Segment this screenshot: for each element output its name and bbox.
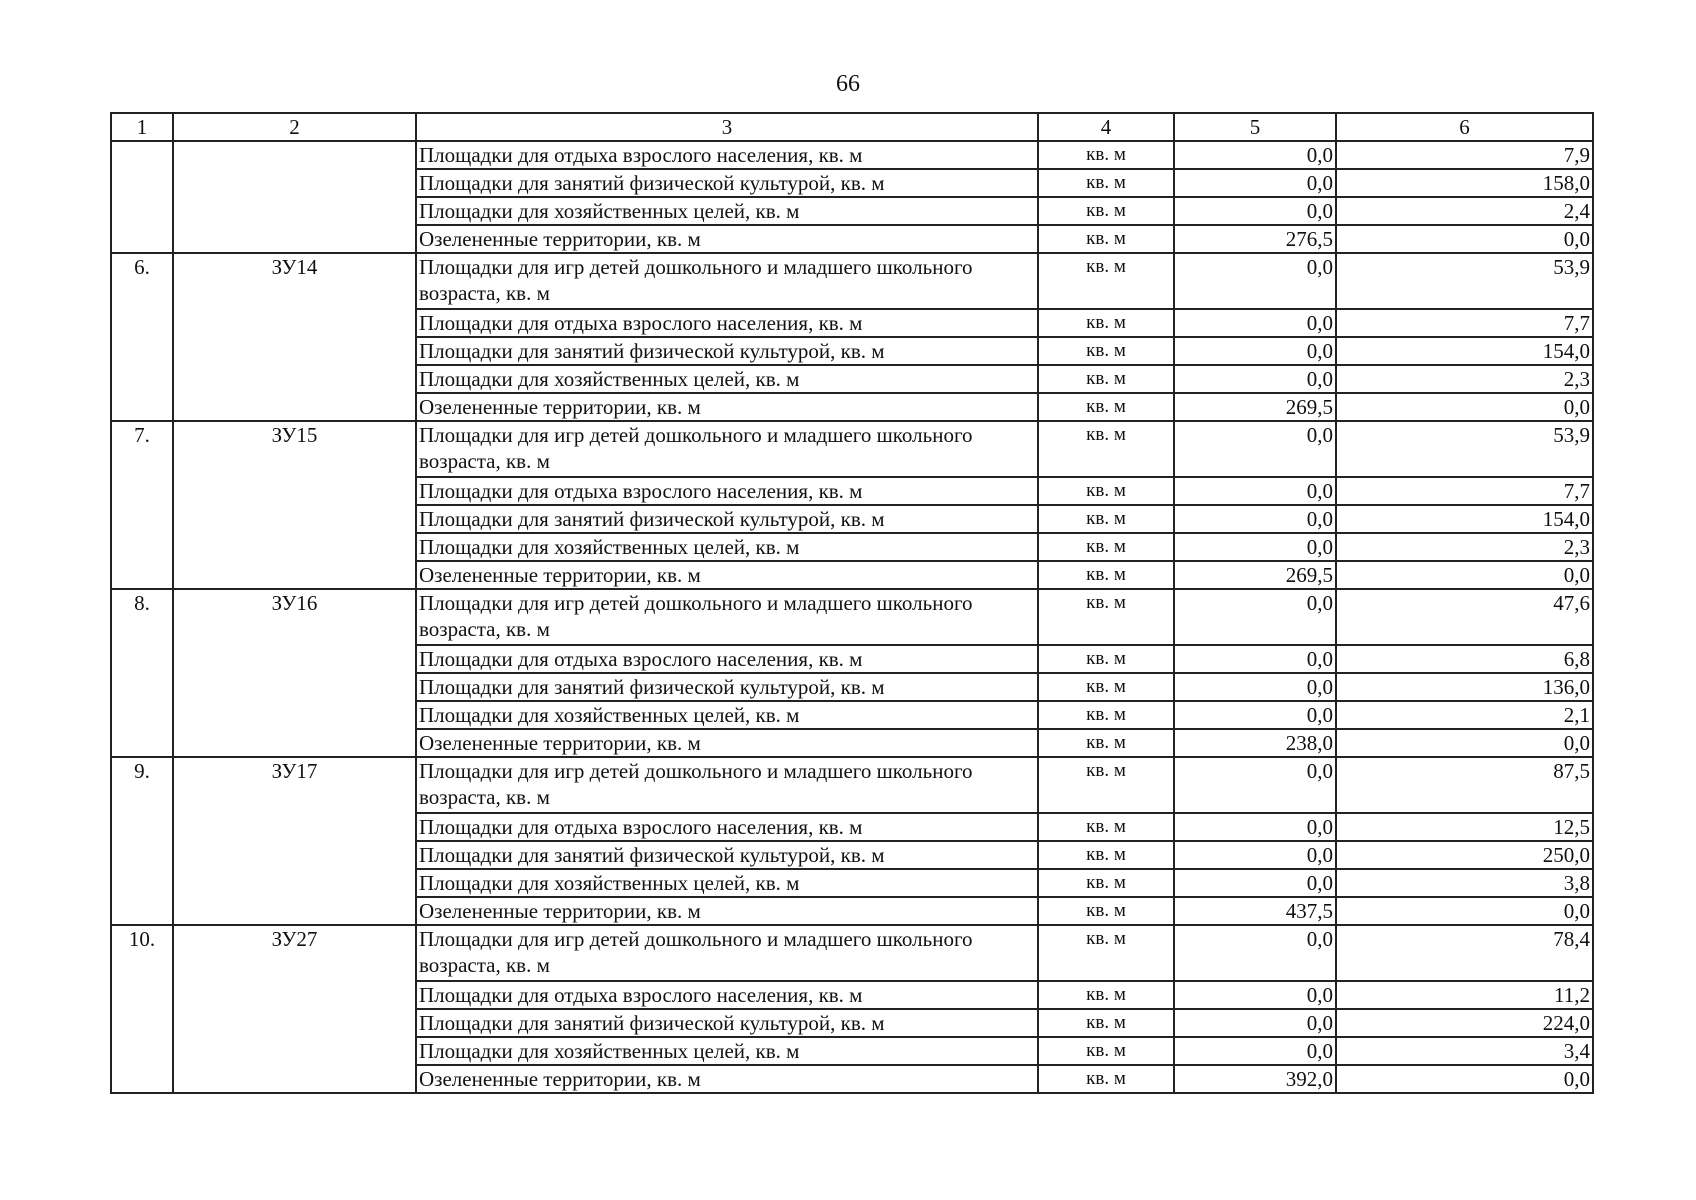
value-col5: 0,0	[1174, 757, 1336, 813]
value-col6: 154,0	[1336, 505, 1593, 533]
unit: кв. м	[1038, 757, 1174, 813]
table-row	[111, 925, 1593, 981]
site-name: Площадки для занятий физической культурой, кв. м	[416, 505, 1038, 533]
unit: кв. м	[1038, 421, 1174, 477]
row-number: 7.	[111, 421, 173, 589]
table-row	[111, 421, 1593, 477]
value-col5: 238,0	[1174, 729, 1336, 757]
data-table	[110, 112, 1594, 1094]
site-name: Площадки для хозяйственных целей, кв. м	[416, 701, 1038, 729]
site-name: Площадки для отдыха взрослого населения, кв. м	[416, 141, 1038, 169]
value-col5: 0,0	[1174, 673, 1336, 701]
value-col6: 7,9	[1336, 141, 1593, 169]
value-col6: 158,0	[1336, 169, 1593, 197]
value-col6: 0,0	[1336, 225, 1593, 253]
value-col5: 0,0	[1174, 701, 1336, 729]
value-col5: 0,0	[1174, 365, 1336, 393]
page-number: 66	[836, 71, 860, 97]
unit: кв. м	[1038, 729, 1174, 757]
unit: кв. м	[1038, 841, 1174, 869]
value-col5: 437,5	[1174, 897, 1336, 925]
site-name: Озелененные территории, кв. м	[416, 1065, 1038, 1093]
site-name: Площадки для игр детей дошкольного и младшего школьного возраста, кв. м	[416, 589, 1038, 645]
unit: кв. м	[1038, 897, 1174, 925]
value-col6: 6,8	[1336, 645, 1593, 673]
value-col5: 0,0	[1174, 1009, 1336, 1037]
value-col6: 53,9	[1336, 253, 1593, 309]
site-name: Озелененные территории, кв. м	[416, 393, 1038, 421]
unit: кв. м	[1038, 645, 1174, 673]
value-col5: 0,0	[1174, 869, 1336, 897]
site-name: Площадки для отдыха взрослого населения, кв. м	[416, 309, 1038, 337]
site-name: Площадки для хозяйственных целей, кв. м	[416, 1037, 1038, 1065]
value-col6: 0,0	[1336, 393, 1593, 421]
column-header-4: 4	[1038, 113, 1174, 141]
unit: кв. м	[1038, 309, 1174, 337]
value-col5: 0,0	[1174, 505, 1336, 533]
site-name: Площадки для занятий физической культурой, кв. м	[416, 841, 1038, 869]
column-header-5: 5	[1174, 113, 1336, 141]
row-number	[111, 141, 173, 253]
value-col5: 0,0	[1174, 589, 1336, 645]
unit: кв. м	[1038, 813, 1174, 841]
site-name: Площадки для отдыха взрослого населения, кв. м	[416, 645, 1038, 673]
value-col6: 0,0	[1336, 729, 1593, 757]
value-col6: 3,4	[1336, 1037, 1593, 1065]
unit: кв. м	[1038, 1037, 1174, 1065]
parcel-code: ЗУ16	[173, 589, 416, 757]
value-col6: 11,2	[1336, 981, 1593, 1009]
unit: кв. м	[1038, 981, 1174, 1009]
value-col5: 0,0	[1174, 925, 1336, 981]
site-name: Площадки для хозяйственных целей, кв. м	[416, 869, 1038, 897]
unit: кв. м	[1038, 141, 1174, 169]
value-col6: 78,4	[1336, 925, 1593, 981]
value-col6: 250,0	[1336, 841, 1593, 869]
value-col5: 0,0	[1174, 421, 1336, 477]
site-name: Площадки для отдыха взрослого населения, кв. м	[416, 813, 1038, 841]
site-name: Площадки для занятий физической культурой, кв. м	[416, 673, 1038, 701]
unit: кв. м	[1038, 701, 1174, 729]
value-col6: 2,4	[1336, 197, 1593, 225]
value-col5: 269,5	[1174, 393, 1336, 421]
value-col5: 0,0	[1174, 645, 1336, 673]
parcel-code: ЗУ27	[173, 925, 416, 1093]
row-number: 10.	[111, 925, 173, 1093]
unit: кв. м	[1038, 869, 1174, 897]
value-col6: 224,0	[1336, 1009, 1593, 1037]
site-name: Площадки для занятий физической культурой, кв. м	[416, 169, 1038, 197]
unit: кв. м	[1038, 393, 1174, 421]
value-col6: 7,7	[1336, 477, 1593, 505]
site-name: Площадки для занятий физической культурой, кв. м	[416, 337, 1038, 365]
column-header-6: 6	[1336, 113, 1593, 141]
unit: кв. м	[1038, 925, 1174, 981]
table-body	[111, 141, 1593, 1093]
parcel-code: ЗУ15	[173, 421, 416, 589]
value-col5: 0,0	[1174, 337, 1336, 365]
value-col6: 0,0	[1336, 561, 1593, 589]
value-col6: 53,9	[1336, 421, 1593, 477]
site-name: Площадки для отдыха взрослого населения, кв. м	[416, 477, 1038, 505]
unit: кв. м	[1038, 225, 1174, 253]
parcel-code	[173, 141, 416, 253]
site-name: Площадки для игр детей дошкольного и младшего школьного возраста, кв. м	[416, 757, 1038, 813]
value-col5: 0,0	[1174, 197, 1336, 225]
site-name: Площадки для хозяйственных целей, кв. м	[416, 533, 1038, 561]
unit: кв. м	[1038, 1009, 1174, 1037]
table-row	[111, 757, 1593, 813]
site-name: Площадки для отдыха взрослого населения, кв. м	[416, 981, 1038, 1009]
value-col5: 0,0	[1174, 477, 1336, 505]
unit: кв. м	[1038, 477, 1174, 505]
site-name: Площадки для игр детей дошкольного и младшего школьного возраста, кв. м	[416, 253, 1038, 309]
value-col6: 12,5	[1336, 813, 1593, 841]
value-col5: 392,0	[1174, 1065, 1336, 1093]
unit: кв. м	[1038, 533, 1174, 561]
value-col5: 0,0	[1174, 141, 1336, 169]
row-number: 8.	[111, 589, 173, 757]
unit: кв. м	[1038, 505, 1174, 533]
column-header-3: 3	[416, 113, 1038, 141]
value-col5: 0,0	[1174, 841, 1336, 869]
value-col5: 276,5	[1174, 225, 1336, 253]
value-col6: 0,0	[1336, 897, 1593, 925]
unit: кв. м	[1038, 1065, 1174, 1093]
value-col5: 269,5	[1174, 561, 1336, 589]
table-row	[111, 253, 1593, 309]
site-name: Озелененные территории, кв. м	[416, 561, 1038, 589]
value-col6: 47,6	[1336, 589, 1593, 645]
column-header-2: 2	[173, 113, 416, 141]
site-name: Площадки для занятий физической культурой, кв. м	[416, 1009, 1038, 1037]
table-row	[111, 141, 1593, 169]
row-number: 9.	[111, 757, 173, 925]
site-name: Площадки для хозяйственных целей, кв. м	[416, 197, 1038, 225]
value-col6: 7,7	[1336, 309, 1593, 337]
value-col6: 2,3	[1336, 533, 1593, 561]
unit: кв. м	[1038, 673, 1174, 701]
unit: кв. м	[1038, 253, 1174, 309]
parcel-code: ЗУ17	[173, 757, 416, 925]
site-name: Озелененные территории, кв. м	[416, 729, 1038, 757]
site-name: Площадки для игр детей дошкольного и младшего школьного возраста, кв. м	[416, 925, 1038, 981]
unit: кв. м	[1038, 337, 1174, 365]
site-name: Озелененные территории, кв. м	[416, 897, 1038, 925]
header-row	[111, 113, 1593, 141]
value-col6: 136,0	[1336, 673, 1593, 701]
value-col5: 0,0	[1174, 169, 1336, 197]
value-col5: 0,0	[1174, 813, 1336, 841]
value-col6: 87,5	[1336, 757, 1593, 813]
value-col5: 0,0	[1174, 533, 1336, 561]
unit: кв. м	[1038, 589, 1174, 645]
value-col5: 0,0	[1174, 981, 1336, 1009]
table-row	[111, 589, 1593, 645]
column-header-1: 1	[111, 113, 173, 141]
value-col5: 0,0	[1174, 309, 1336, 337]
value-col6: 3,8	[1336, 869, 1593, 897]
value-col6: 2,1	[1336, 701, 1593, 729]
unit: кв. м	[1038, 169, 1174, 197]
parcel-code: ЗУ14	[173, 253, 416, 421]
site-name: Площадки для игр детей дошкольного и младшего школьного возраста, кв. м	[416, 421, 1038, 477]
value-col6: 154,0	[1336, 337, 1593, 365]
value-col6: 2,3	[1336, 365, 1593, 393]
site-name: Озелененные территории, кв. м	[416, 225, 1038, 253]
value-col5: 0,0	[1174, 253, 1336, 309]
value-col6: 0,0	[1336, 1065, 1593, 1093]
unit: кв. м	[1038, 561, 1174, 589]
row-number: 6.	[111, 253, 173, 421]
unit: кв. м	[1038, 197, 1174, 225]
site-name: Площадки для хозяйственных целей, кв. м	[416, 365, 1038, 393]
unit: кв. м	[1038, 365, 1174, 393]
value-col5: 0,0	[1174, 1037, 1336, 1065]
